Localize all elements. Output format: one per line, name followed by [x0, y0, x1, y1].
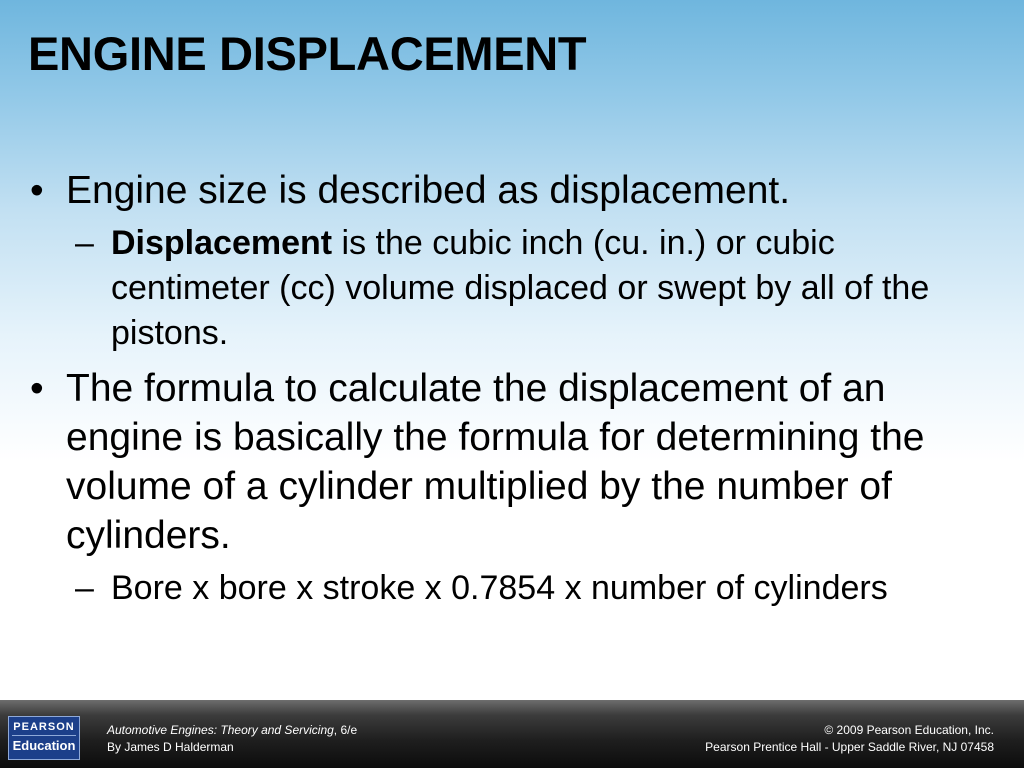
book-title: Automotive Engines: Theory and Servicing	[107, 723, 334, 737]
pearson-education-logo	[8, 716, 80, 760]
logo-text-bottom: Education	[12, 738, 76, 753]
bullet-marker: •	[30, 367, 44, 410]
slide-footer	[0, 700, 1024, 768]
footer-title-line	[107, 722, 357, 739]
bullet-text: Engine size is described as displacement.	[66, 169, 791, 212]
bold-term: Displacement	[111, 224, 333, 262]
sub-bullet-text: Bore x bore x stroke x 0.7854 x number of cylinders	[111, 569, 888, 607]
sub-bullet-text: is the cubic inch (cu. in.) or cubic centimeter (cc) volume displaced or swept by all of the pistons.	[111, 224, 930, 352]
slide-title: ENGINE DISPLACEMENT	[28, 27, 587, 80]
sub-bullet-item	[75, 566, 970, 611]
bullet-item	[30, 364, 970, 560]
book-author: By James D Halderman	[107, 740, 234, 754]
footer-copyright-info	[705, 722, 994, 756]
sub-bullet-item	[75, 221, 970, 356]
publisher-text: Pearson Prentice Hall - Upper Saddle River, NJ 07458	[705, 740, 994, 754]
logo-text-top: PEARSON	[12, 720, 76, 736]
sub-bullet-marker: –	[75, 569, 94, 607]
book-edition: , 6/e	[333, 723, 358, 737]
bullet-text: The formula to calculate the displacement of an engine is basically the formula for determining the volume of a cylinder multiplied by the number of cylinders.	[66, 367, 925, 557]
footer-book-info	[107, 722, 357, 756]
slide-body	[30, 166, 970, 619]
bullet-item	[30, 166, 970, 215]
bullet-marker: •	[30, 169, 44, 212]
sub-bullet-marker: –	[75, 224, 94, 262]
copyright-text: © 2009 Pearson Education, Inc.	[824, 723, 994, 737]
